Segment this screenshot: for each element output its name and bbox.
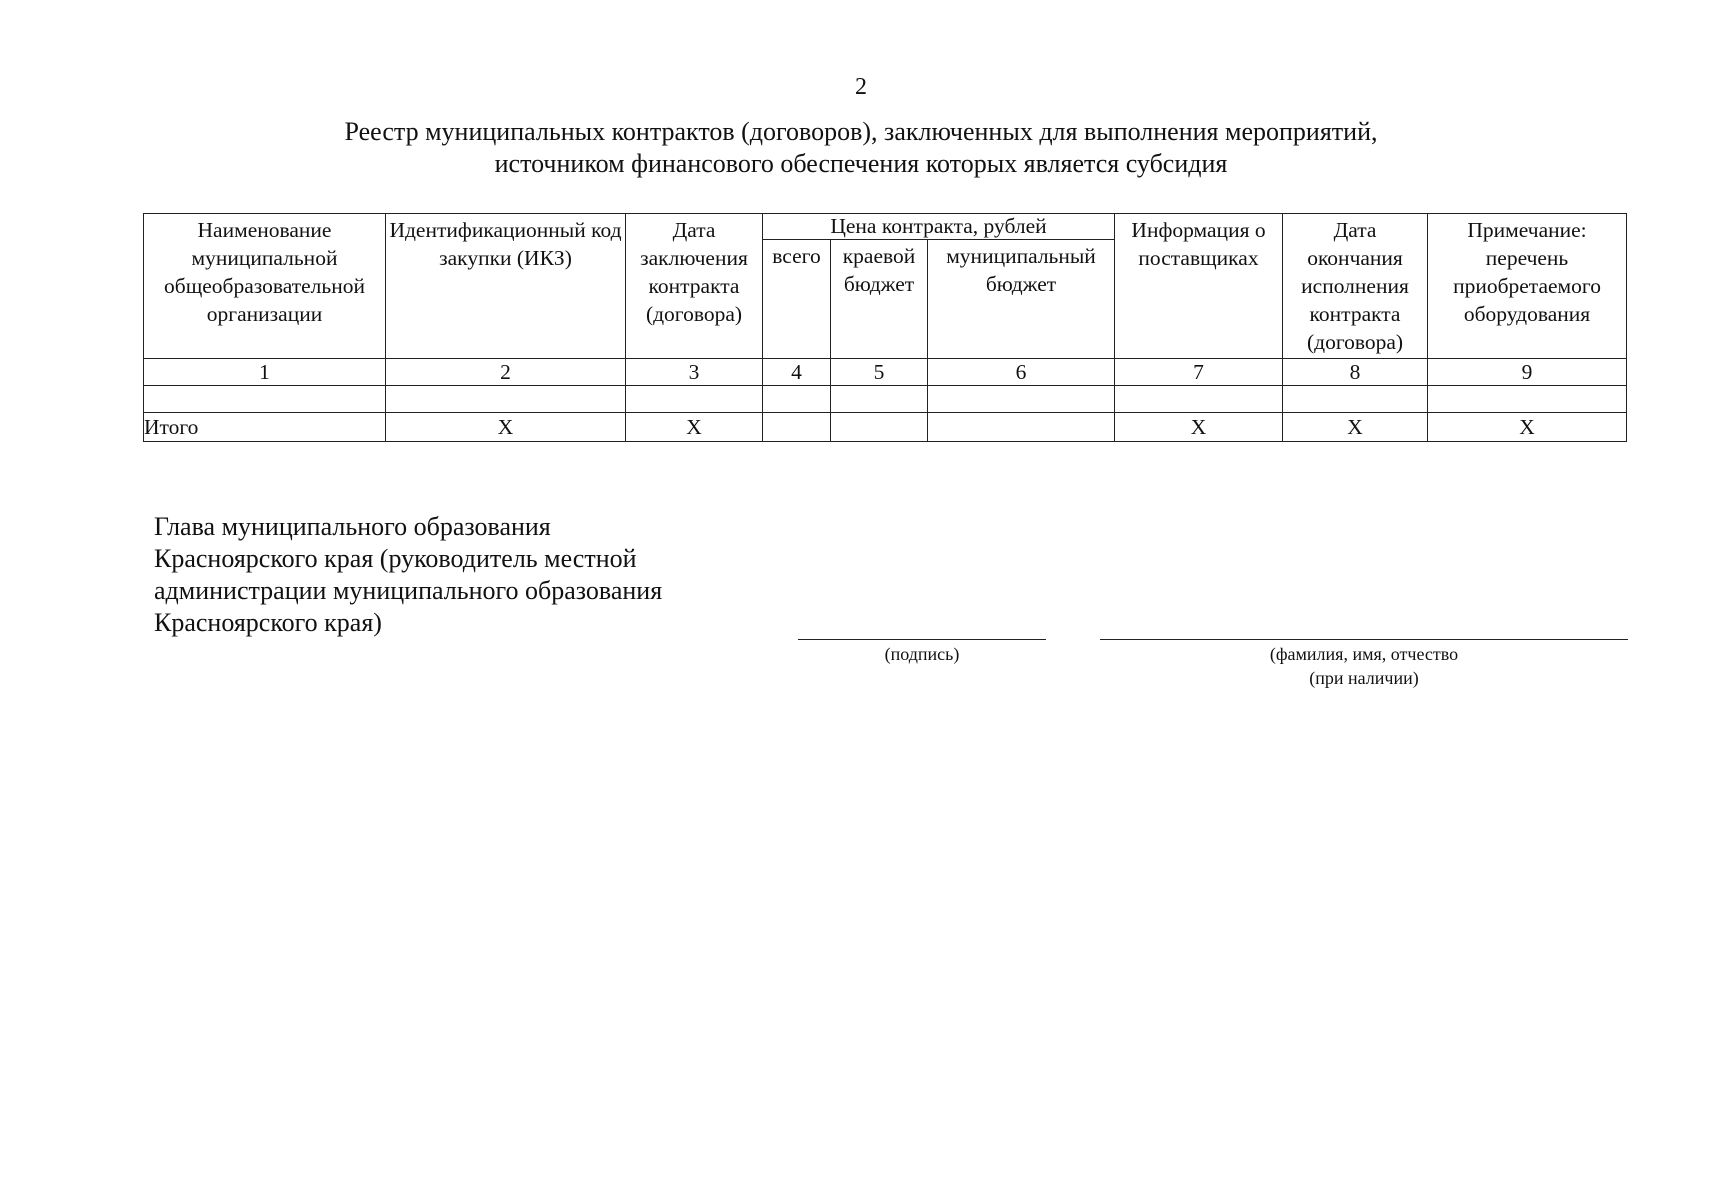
total-cell-price-municipal: [928, 413, 1115, 442]
signature-caption: (подпись): [884, 644, 960, 664]
total-cell-end-date: Х: [1283, 413, 1428, 442]
total-cell-price-regional: [831, 413, 928, 442]
table-cell: [763, 386, 831, 413]
total-cell-suppliers: Х: [1115, 413, 1283, 442]
header-price-municipal: муниципальный бюджет: [928, 240, 1115, 359]
title-line-1: Реестр муниципальных контрактов (договоров), заключенных для выполнения мероприятий,: [344, 117, 1378, 146]
table-cell: [626, 386, 763, 413]
title-line-2: источником финансового обеспечения которых является субсидия: [494, 149, 1228, 178]
table-cell: [1428, 386, 1627, 413]
name-caption-line-1: (фамилия, имя, отчество: [1269, 644, 1459, 664]
column-number: 4: [763, 359, 831, 386]
column-numbers-row: [144, 359, 1627, 386]
column-number: 8: [1283, 359, 1428, 386]
header-ikz: Идентификационный код закупки (ИКЗ): [386, 214, 626, 359]
column-number: 2: [386, 359, 626, 386]
page-number: 2: [855, 74, 867, 100]
column-number: 1: [144, 359, 386, 386]
table-cell: [928, 386, 1115, 413]
header-price-group: Цена контракта, рублей: [763, 214, 1115, 240]
total-cell-note: Х: [1428, 413, 1627, 442]
name-caption-line-2: (при наличии): [1309, 668, 1419, 688]
name-line: [1100, 639, 1628, 640]
table-cell: [1115, 386, 1283, 413]
signature-line: [798, 639, 1046, 640]
column-number: 5: [831, 359, 928, 386]
empty-data-row: [144, 386, 1627, 413]
header-org-name: Наименование муниципальной общеобразовательной организации: [144, 214, 386, 359]
signer-line-1: Глава муниципального образования: [154, 512, 551, 541]
signer-line-2: Красноярского края (руководитель местной: [154, 544, 637, 573]
column-number: 7: [1115, 359, 1283, 386]
signer-line-3: администрации муниципального образования: [154, 576, 663, 605]
signer-position-block: [154, 511, 662, 639]
total-cell-price-total: [763, 413, 831, 442]
table-cell: [386, 386, 626, 413]
table-cell: [1283, 386, 1428, 413]
total-cell-date: Х: [626, 413, 763, 442]
header-row-1: [144, 214, 1627, 240]
column-number: 9: [1428, 359, 1627, 386]
header-contract-date: Дата заключения контракта (договора): [626, 214, 763, 359]
total-label: Итого: [144, 413, 386, 442]
column-number: 3: [626, 359, 763, 386]
table-cell: [144, 386, 386, 413]
contracts-registry-table: [143, 213, 1627, 442]
column-number: 6: [928, 359, 1115, 386]
header-end-date: Дата окончания исполнения контракта (договора): [1283, 214, 1428, 359]
total-row: [144, 413, 1627, 442]
name-caption: [1100, 642, 1628, 690]
header-note: Примечание: перечень приобретаемого оборудования: [1428, 214, 1627, 359]
signer-line-4: Красноярского края): [154, 608, 382, 637]
total-cell-ikz: Х: [386, 413, 626, 442]
table-cell: [831, 386, 928, 413]
header-price-total: всего: [763, 240, 831, 359]
document-title: [0, 116, 1722, 180]
header-price-regional: краевой бюджет: [831, 240, 928, 359]
header-suppliers-info: Информация о поставщиках: [1115, 214, 1283, 359]
